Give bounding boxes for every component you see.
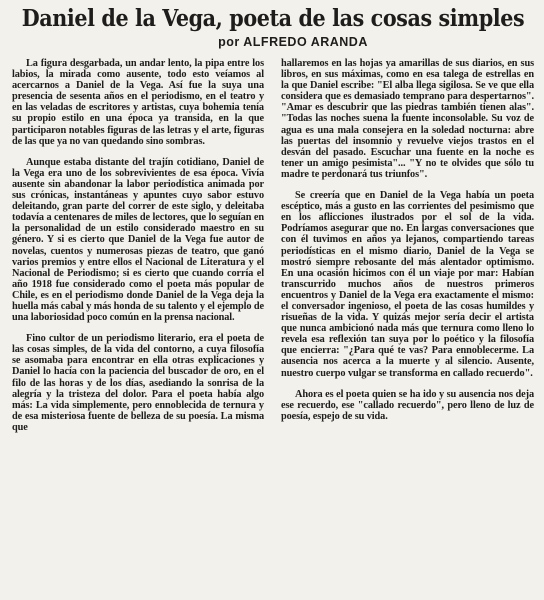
paragraph: hallaremos en las hojas ya amarillas de sus diarios, en sus libros, en sus máximas, como en esa talega de estrellas en la que Daniel escribe: "El alba llega sigilosa. Se ve que ella considera que es demasiado temprano para despertarnos". "Amar es descubrir que las piedras también tienen alas". "Todas las noches suena la fuente inconsolable. Su voz de agua es una mala consejera en la soledad nocturna: abre las puertas del insomnio y revuelve viejos trastos en el desván del pasado. Escuchar una fuente en la noche es tener un amigo pesimista"... "Y no te olvides que sólo tu madre te perdonará tus triunfos". [281,58,534,180]
paragraph: Ahora es el poeta quien se ha ido y su ausencia nos deja ese recuerdo, ese "callado recuerdo", pero lleno de luz de poesía, espejo de su vida. [281,388,534,422]
left-column [12,58,264,433]
paragraph: La figura desgarbada, un andar lento, la pipa entre los labios, la mirada como ausente, todo esto veíamos al acercarnos a Daniel de la Vega. Así fue la suya una presencia de sesenta años en el periodismo, en el teatro y en las veladas de escritores y artistas, cuya bohemia tenía su propio estilo en una época ya transida, en la que participaron notables figuras de las letras y el arte, figuras de las que ya no van quedando sino sombras. [12,58,264,147]
paragraph: Se creería que en Daniel de la Vega había un poeta escéptico, más a gusto en las corrientes del pesimismo que en los aflicciones ilustrados por el sol de la vida. Podríamos asegurar que no. En largas conversaciones que con él tuvimos en años ya lejanos, compartiendo tareas periodísticas en el mismo diario, Daniel de la Vega se mostró siempre rebosante del más alentador optimismo. En una ocasión hicimos con él un viaje por mar: Habían transcurrido muchos años de nuestros primeros encuentros y Daniel de la Vega era exactamente el mismo: el conversador ingenioso, el poeta de las cosas humildes y risueñas de la vida. Y quizás mejor sería decir el artista que nunca ambicionó nada más que ternura como lleno lo revela esa reflexión tan suya por lo poético y la filosofía que encierra: "¿Para qué te vas? Para ennoblecerme. La ausencia nos acerca a la muerte y al silencio. Ausente, nuestro cuerpo vulgar se transforma en callado recuerdo". [281,190,534,379]
paragraph: Aunque estaba distante del trajín cotidiano, Daniel de la Vega era uno de los sobrevivientes de esa época. Vivía ausente sin abandonar la labor periodística animada por sus crónicas, instantáneas y apuntes cuyo sabor estuvo deleitando, gran parte del correr de este siglo, y deleitaba todavía a centenares de miles de lectores, que lo seguían en la personalidad de un estilo considerado maestro en su género. Y si es cierto que Daniel de la Vega fue autor de novelas, cuentos y numerosas piezas de teatro, que ganó varios premios y entre ellos el Nacional de Literatura y el Nacional de Periodismo; si es cierto que cuando corría el año 1918 fue considerado como el poeta más popular de Chile, es en el periodismo donde Daniel de la Vega deja la huella más cabal y más honda de su talento y el ejemplo de una laboriosidad poco común en la prensa nacional. [12,156,264,324]
right-column [281,58,534,433]
paragraph: Fino cultor de un periodismo literario, era el poeta de las cosas simples, de la vida del contorno, a cuya filosofía se asomaba para encontrar en ella otras explicaciones y Daniel lo hacía con la paciencia del buscador de oro, en el filo de las horas y de los días, asediando la sonrisa de la alegría y la tristeza del dolor. Para el poeta había algo más: La vida simplemente, pero ennoblecida de ternura y de esa misteriosa fuente de belleza de su poesía. La misma que [12,333,264,433]
article-title: Daniel de la Vega, poeta de las cosas simples [21,5,525,32]
article-byline: por ALFREDO ARANDA [218,35,368,49]
article-body [12,58,534,433]
